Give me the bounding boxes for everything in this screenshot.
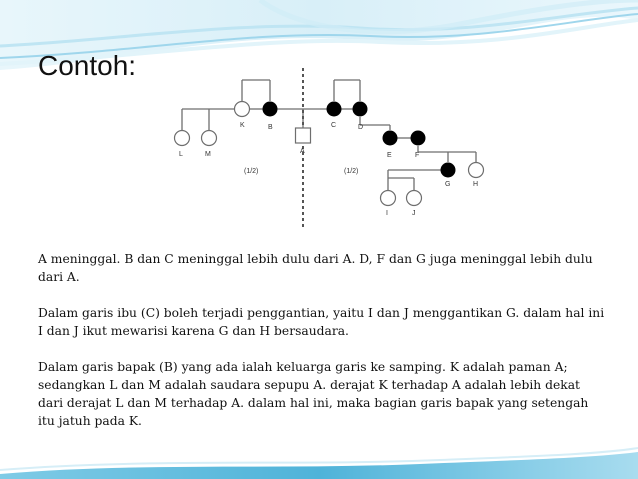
person-j — [407, 191, 422, 206]
diagram-panel — [158, 58, 501, 236]
fraction-left: (1/2) — [244, 168, 259, 175]
fraction-right: (1/2) — [344, 168, 359, 175]
label-j: J — [412, 210, 416, 217]
label-g: G — [445, 181, 451, 188]
person-m — [202, 131, 217, 146]
person-h — [469, 163, 484, 178]
label-e: E — [387, 152, 392, 159]
label-i: I — [386, 210, 388, 217]
label-m: M — [205, 151, 211, 158]
paragraph-3: Dalam garis bapak (B) yang ada ialah keluarga garis ke samping. K adalah paman A; sedangkan L dan M adalah saudara sepupu A. derajat K terhadap A adalah lebih dekat dari derajat L dan M terhadap A. dalam hal ini, maka bagian garis bapak yang setengah itu jatuh pada K. — [38, 360, 589, 428]
label-a: A — [300, 148, 305, 155]
person-i — [381, 191, 396, 206]
person-l — [175, 131, 190, 146]
label-c: C — [331, 122, 337, 129]
label-b: B — [268, 124, 273, 131]
slide-title: Contoh: — [38, 50, 137, 81]
person-g-deceased — [441, 163, 456, 178]
label-k: K — [240, 122, 245, 129]
person-b-deceased — [263, 102, 278, 117]
person-k — [235, 102, 250, 117]
paragraph-2: Dalam garis ibu (C) boleh terjadi penggantian, yaitu I dan J menggantikan G. dalam hal ini I dan J ikut mewarisi karena G dan H bersaudara. — [38, 306, 605, 338]
label-h: H — [473, 181, 479, 188]
label-d: D — [358, 124, 364, 131]
paragraph-1: A meninggal. B dan C meninggal lebih dulu dari A. D, F dan G juga meninggal lebih dulu dari A. — [38, 252, 593, 284]
label-l: L — [179, 151, 183, 158]
person-f-deceased — [411, 131, 426, 146]
body-text — [38, 250, 608, 448]
label-f: F — [415, 152, 420, 159]
person-e-deceased — [383, 131, 398, 146]
person-d-deceased — [353, 102, 368, 117]
person-c-deceased — [327, 102, 342, 117]
person-a — [296, 128, 311, 143]
